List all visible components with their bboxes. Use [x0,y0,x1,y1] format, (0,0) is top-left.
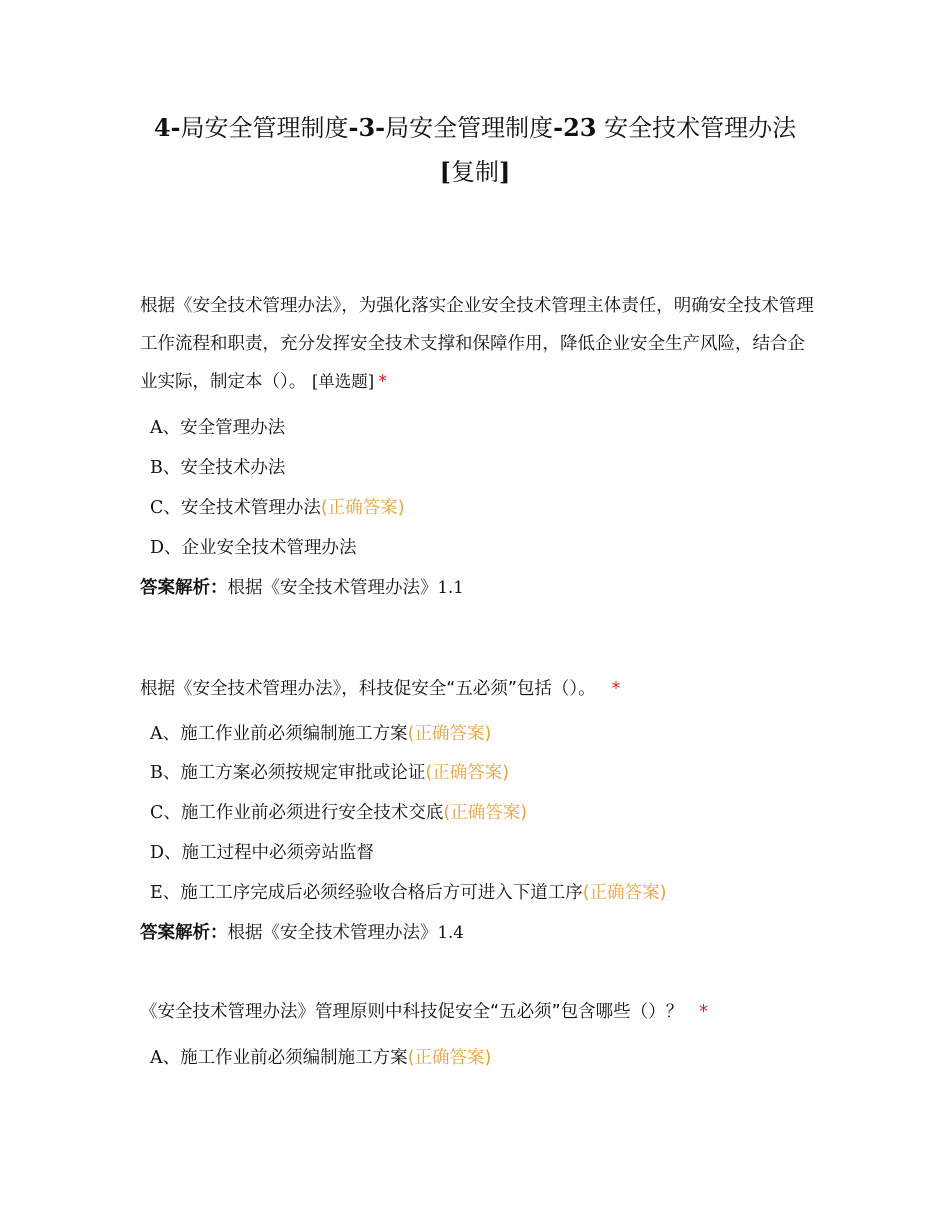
analysis-text: 根据《安全技术管理办法》 [227,923,438,943]
option-text: 安全技术管理办法 [180,498,321,518]
question-stem: 《安全技术管理办法》管理原则中科技促安全“五必须”包含哪些（）？ [140,1002,684,1022]
option-sep: 、 [162,724,181,744]
correct-answer-marker: (正确答案) [407,1048,492,1068]
option-text: 施工作业前必须进行安全技术交底 [180,803,444,823]
option-letter: C [150,498,164,518]
option-sep: 、 [162,458,181,478]
analysis-reference: 1.4 [437,923,464,942]
question-3-option-a[interactable] [150,1045,491,1071]
question-2-option-c[interactable] [150,800,527,826]
option-letter: D [150,843,165,863]
title-number: -3- [348,113,386,142]
analysis-text: 根据《安全技术管理办法》 [227,578,438,598]
analysis-label: 答案解析： [140,578,228,598]
option-text: 施工方案必须按规定审批或论证 [180,763,426,783]
question-2-text [140,670,820,708]
option-text: 施工工序完成后必须经验收合格后方可进入下道工序 [180,883,583,903]
question-1-option-c[interactable] [150,495,405,521]
option-sep: 、 [163,498,181,518]
analysis-reference: 1.1 [437,578,464,597]
option-letter: A [150,1048,163,1068]
correct-answer-marker: (正确答案) [320,498,405,518]
option-sep: 、 [163,803,181,823]
analysis-label: 答案解析： [140,923,228,943]
correct-answer-marker: (正确答案) [407,724,492,744]
question-stem: 根据《安全技术管理办法》，科技促安全“五必须”包括（）。 [140,679,596,699]
option-sep: 、 [162,883,181,903]
option-text: 施工过程中必须旁站监督 [181,843,375,863]
question-2-option-e[interactable] [150,880,666,906]
question-1-analysis [140,575,464,601]
question-2-option-a[interactable] [150,721,491,747]
title-number: 4- [153,113,181,142]
correct-answer-marker: (正确答案) [443,803,528,823]
question-1-option-a[interactable] [150,415,285,441]
title-text: 安全技术管理办法 [596,114,797,142]
option-sep: 、 [162,1048,181,1068]
option-letter: B [150,458,163,478]
title-line-2 [130,150,820,194]
option-text: 企业安全技术管理办法 [181,538,357,558]
option-text: 施工作业前必须编制施工方案 [180,1048,408,1068]
question-2-option-d[interactable] [150,840,374,866]
correct-answer-marker: (正确答案) [582,883,667,903]
option-sep: 、 [164,538,182,558]
option-letter: C [150,803,164,823]
title-copy-tag: 复制 [451,158,499,186]
required-mark: * [378,372,387,392]
question-stem: 根据《安全技术管理办法》，为强化落实企业安全技术管理主体责任，明确安全技术管理工作流程和职责，充分发挥安全技术支撑和保障作用，降低企业安全生产风险，结合企业实际，制定本（）。 [140,296,814,392]
required-mark: * [699,1002,708,1022]
option-letter: A [150,724,163,744]
title-number: -23 [553,113,597,142]
option-sep: 、 [164,843,182,863]
required-mark: * [611,679,621,699]
title-line-1 [130,106,820,150]
correct-answer-marker: (正确答案) [425,763,510,783]
title-bracket: [ [439,157,451,186]
option-letter: B [150,763,163,783]
title-bracket: ] [499,157,511,186]
title-text: 局安全管理制度 [180,114,349,142]
question-2-option-b[interactable] [150,760,509,786]
option-sep: 、 [162,418,181,438]
question-type-tag: [单选题] [311,372,375,391]
title-text: 局安全管理制度 [385,114,554,142]
question-1-option-d[interactable] [150,535,357,561]
document-title [130,106,820,194]
question-2-analysis [140,920,464,946]
option-text: 安全技术办法 [180,458,286,478]
question-1-text [140,287,820,401]
option-letter: E [150,883,163,903]
question-3-text [140,993,820,1031]
option-text: 施工作业前必须编制施工方案 [180,724,408,744]
option-letter: A [150,418,163,438]
question-1-option-b[interactable] [150,455,285,481]
option-sep: 、 [162,763,181,783]
option-letter: D [150,538,165,558]
option-text: 安全管理办法 [180,418,286,438]
